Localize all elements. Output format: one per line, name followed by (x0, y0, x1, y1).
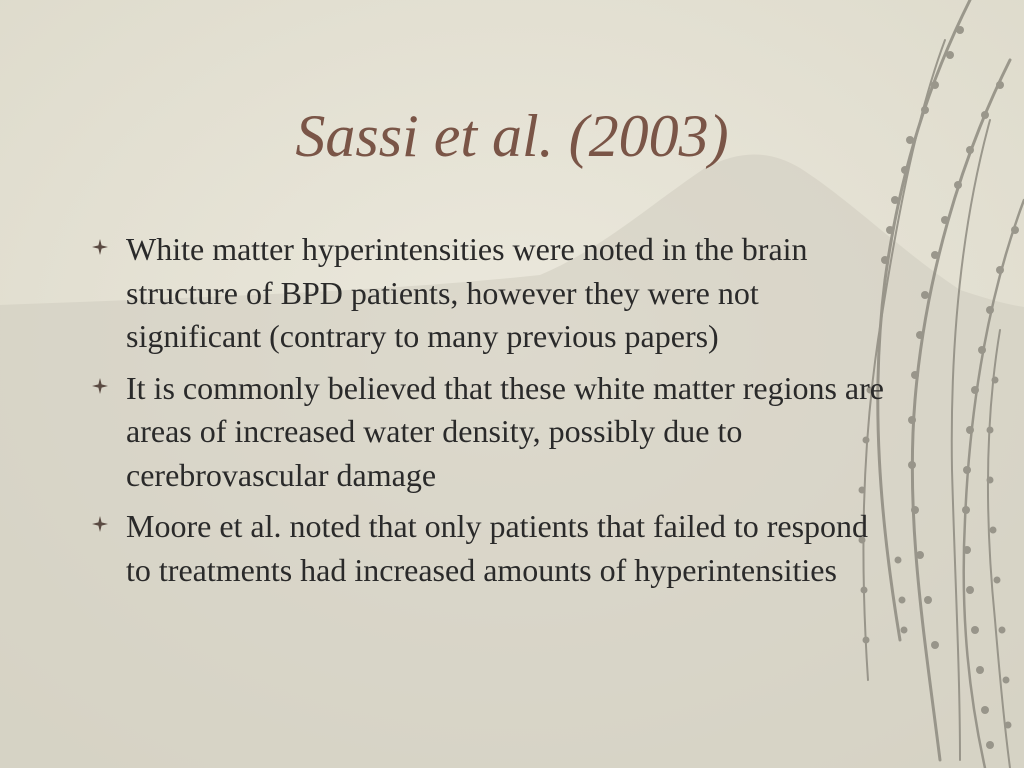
bullet-list (90, 228, 890, 600)
bullet-text: White matter hyperintensities were noted in the brain structure of BPD patients, however they were not significant (contrary to many previous papers) (126, 231, 808, 354)
bullet-item (90, 228, 890, 359)
bullet-text: Moore et al. noted that only patients that failed to respond to treatments had increased amounts of hyperintensities (126, 508, 869, 588)
slide-title: Sassi et al. (2003) (295, 103, 729, 169)
bullet-item (90, 367, 890, 498)
four-point-star-icon (92, 516, 108, 532)
four-point-star-icon (92, 378, 108, 394)
bullet-item (90, 505, 890, 592)
bullet-text: It is commonly believed that these white matter regions are areas of increased water density, possibly due to cerebrovascular damage (126, 369, 884, 493)
four-point-star-icon (92, 239, 108, 255)
